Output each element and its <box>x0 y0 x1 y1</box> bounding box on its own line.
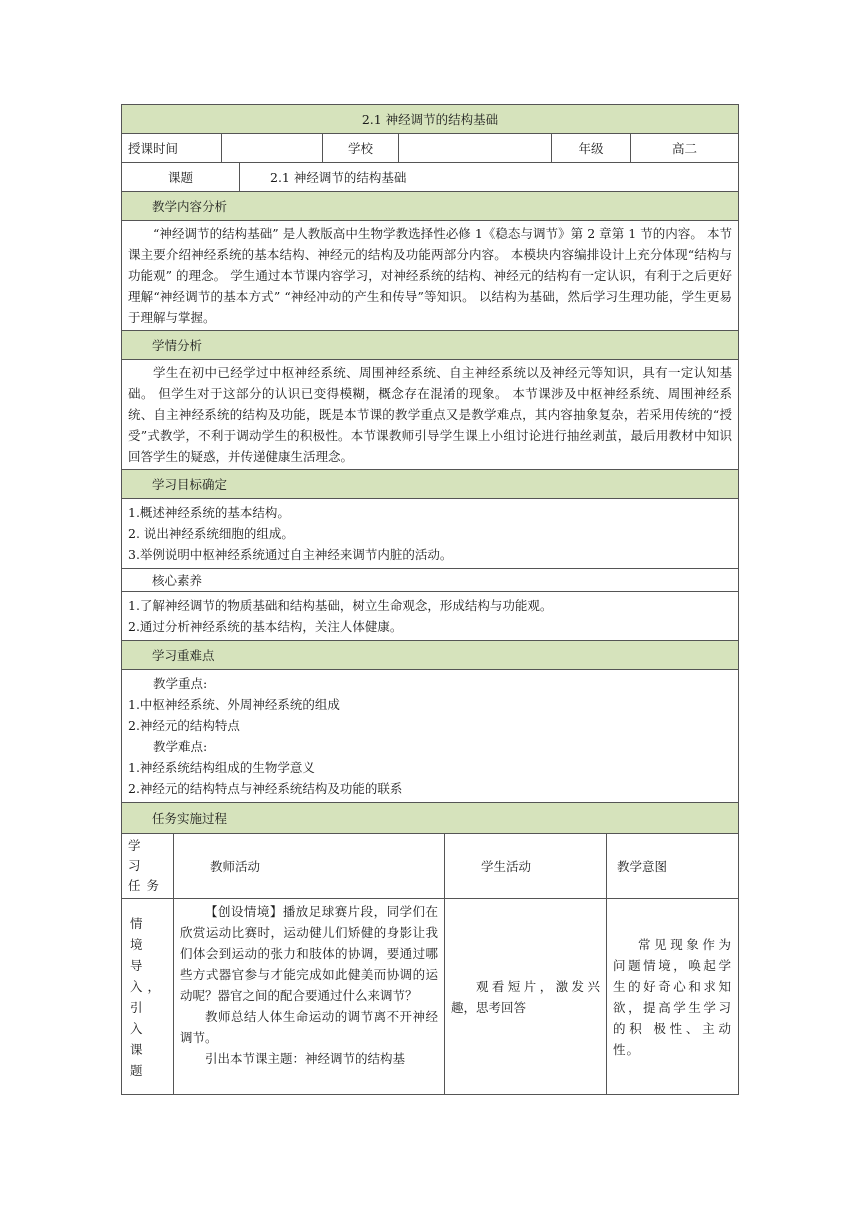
objective-item: 1.概述神经系统的基本结构。 <box>128 505 290 520</box>
col-teacher: 教师活动 <box>174 834 445 899</box>
grade-label: 年级 <box>552 134 631 163</box>
col-task: 学 习 任务 <box>122 834 174 899</box>
difficulty-item: 1.神经系统结构组成的生物学意义 <box>128 760 315 775</box>
focus-item: 1.中枢神经系统、外周神经系统的组成 <box>128 697 340 712</box>
lesson-plan-document <box>121 104 738 1095</box>
content-analysis-heading: 教学内容分析 <box>122 192 739 221</box>
teacher-cell <box>174 899 445 1095</box>
topic-label: 课题 <box>122 163 240 192</box>
student-analysis-heading: 学情分析 <box>122 331 739 360</box>
student-cell: 观看短片，激发兴趣，思考回答 <box>445 899 607 1095</box>
time-label: 授课时间 <box>122 134 222 163</box>
process-heading: 任务实施过程 <box>122 803 739 834</box>
focus-label: 教学重点: <box>153 676 208 691</box>
difficulty-item: 2.神经元的结构特点与神经系统结构及功能的联系 <box>128 781 403 796</box>
header-table <box>121 104 739 163</box>
topic-value: 2.1 神经调节的结构基础 <box>240 163 739 192</box>
core-literacy-item: 2.通过分析神经系统的基本结构，关注人体健康。 <box>128 619 403 634</box>
content-analysis-text: “神经调节的结构基础” 是人教版高中生物学教选择性必修 1《稳态与调节》第 2 章第 1 节的内容。 本节课主要介绍神经系统的基本结构、神经元的结构及功能两部分内容。 本模块内容编排设计上充分体现“结构与功能观” 的理念。 学生通过本节课内容学习，对神经系统的结构、神经元的结构有一定认识，有利于之后更好理解“神经调节的基本方式” “神经冲动的产生和传导”等知识。 以结构为基础，然后学习生理功能，学生更易于理解与掌握。 <box>122 221 739 331</box>
page-title: 2.1 神经调节的结构基础 <box>122 105 739 134</box>
time-value <box>222 134 323 163</box>
student-analysis-text: 学生在初中已经学过中枢神经系统、周围神经系统、自主神经系统以及神经元等知识，具有一定认知基础。 但学生对于这部分的认识已变得模糊，概念存在混淆的现象。 本节课涉及中枢神经系统、周围神经系统、自主神经系统的结构及功能，既是本节课的教学重点又是教学难点，其内容抽象复杂，若采用传统的“授受”式教学，不利于调动学生的积极性。本节课教师引导学生课上小组讨论进行抽丝剥茧，最后用教材中知识回答学生的疑惑，并传递健康生活理念。 <box>122 360 739 470</box>
grade-value: 高二 <box>631 134 739 163</box>
core-literacy-item: 1.了解神经调节的物质基础和结构基础，树立生命观念，形成结构与功能观。 <box>128 598 553 613</box>
core-literacy-heading: 核心素养 <box>122 569 739 592</box>
body-table <box>121 163 739 834</box>
table-row <box>122 899 739 1095</box>
school-label: 学校 <box>323 134 399 163</box>
objectives-heading: 学习目标确定 <box>122 470 739 499</box>
school-value <box>399 134 552 163</box>
intent-cell: 常见现象作为问题情境，唤起学生的好奇心和求知欲，提高学生学习的积 极性、主动性。 <box>607 899 739 1095</box>
col-intent: 教学意图 <box>607 834 739 899</box>
objective-item: 3.举例说明中枢神经系统通过自主神经来调节内脏的活动。 <box>128 547 453 562</box>
process-table <box>121 834 739 1095</box>
objectives-list <box>122 499 739 569</box>
key-points-list <box>122 670 739 803</box>
teacher-text: 引出本节课主题：神经调节的结构基 <box>205 1051 406 1066</box>
task-cell: 情 境 导 入，引 入 课 题 <box>122 899 174 1095</box>
difficulty-label: 教学难点: <box>153 739 208 754</box>
teacher-text: 教师总结人体生命运动的调节离不开神经调节。 <box>180 1009 438 1045</box>
focus-item: 2.神经元的结构特点 <box>128 718 240 733</box>
col-student: 学生活动 <box>445 834 607 899</box>
objective-item: 2. 说出神经系统细胞的组成。 <box>128 526 294 541</box>
teacher-text: 【创设情境】播放足球赛片段，同学们在欣赏运动比赛时，运动健儿们矫健的身影让我们体会到运动的张力和肢体的协调，要通过哪些方式器官参与才能完成如此健美而协调的运动呢？器官之间的配合要通过什么来调节？ <box>180 904 438 1003</box>
key-points-heading: 学习重难点 <box>122 641 739 670</box>
core-literacy-list <box>122 592 739 641</box>
